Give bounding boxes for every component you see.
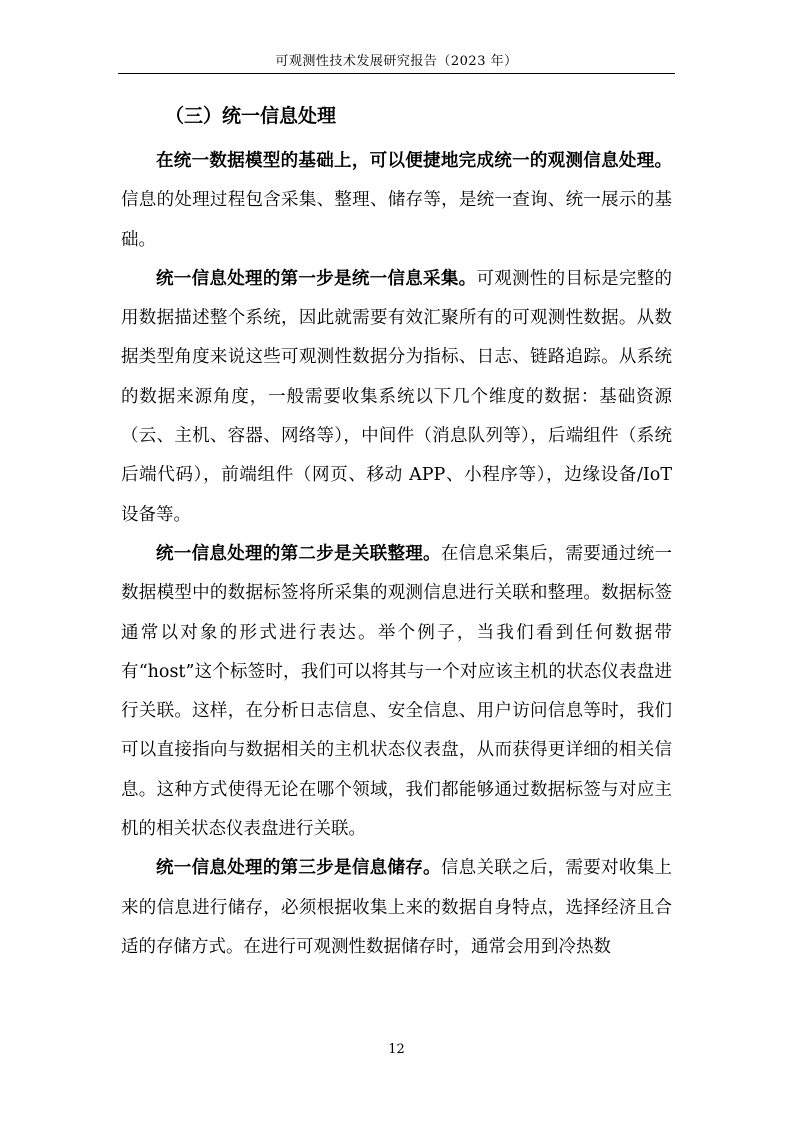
paragraph-step-two — [121, 535, 672, 849]
header-rule — [118, 73, 675, 74]
paragraph-intro — [121, 142, 672, 260]
page-number: 12 — [388, 1042, 405, 1057]
paragraph-lead: 统一信息处理的第三步是信息储存。 — [156, 858, 441, 879]
paragraph-lead: 统一信息处理的第二步是关联整理。 — [156, 543, 441, 564]
paragraph-step-three — [121, 849, 672, 967]
paragraph-text: 在信息采集后，需要通过统一数据模型中的数据标签将所采集的观测信息进行关联和整理。数据标签通常以对象的形式进行表达。举个例子，当我们看到任何数据带有“host”这个标签时，我们可以将其与一个对应该主机的状态仪表盘进行关联。这样，在分析日志信息、安全信息、用户访问信息等时，我们可以直接指向与数据相关的主机状态仪表盘，从而获得更详细的相关信息。这种方式使得无论在哪个领域，我们都能够通过数据标签与对应主机的相关状态仪表盘进行关联。 — [121, 543, 673, 840]
paragraph-lead: 统一信息处理的第一步是统一信息采集。 — [156, 268, 477, 289]
paragraph-text: 可观测性的目标是完整的用数据描述整个系统，因此就需要有效汇聚所有的可观测性数据。从数据类型角度来说这些可观测性数据分为指标、日志、链路追踪。从系统的数据来源角度，一般需要收集系统以下几个维度的数据：基础资源（云、主机、容器、网络等），中间件（消息队列等），后端组件（系统后端代码），前端组件（网页、移动 APP、小程序等），边缘设备/IoT 设备等。 — [121, 268, 673, 525]
paragraph-step-one — [121, 260, 672, 535]
section-heading: （三）统一信息处理 — [165, 105, 337, 127]
paragraph-text: 信息的处理过程包含采集、整理、储存等，是统一查询、统一展示的基础。 — [121, 190, 672, 250]
paragraph-text: 信息关联之后，需要对收集上来的信息进行储存，必须根据收集上来的数据自身特点，选择经济且合适的存储方式。在进行可观测性数据储存时，通常会用到冷热数 — [121, 858, 673, 957]
running-header: 可观测性技术发展研究报告（2023 年） — [275, 54, 518, 69]
paragraph-lead: 在统一数据模型的基础上，可以便捷地完成统一的观测信息处理。 — [156, 151, 672, 171]
body-text — [121, 142, 672, 967]
